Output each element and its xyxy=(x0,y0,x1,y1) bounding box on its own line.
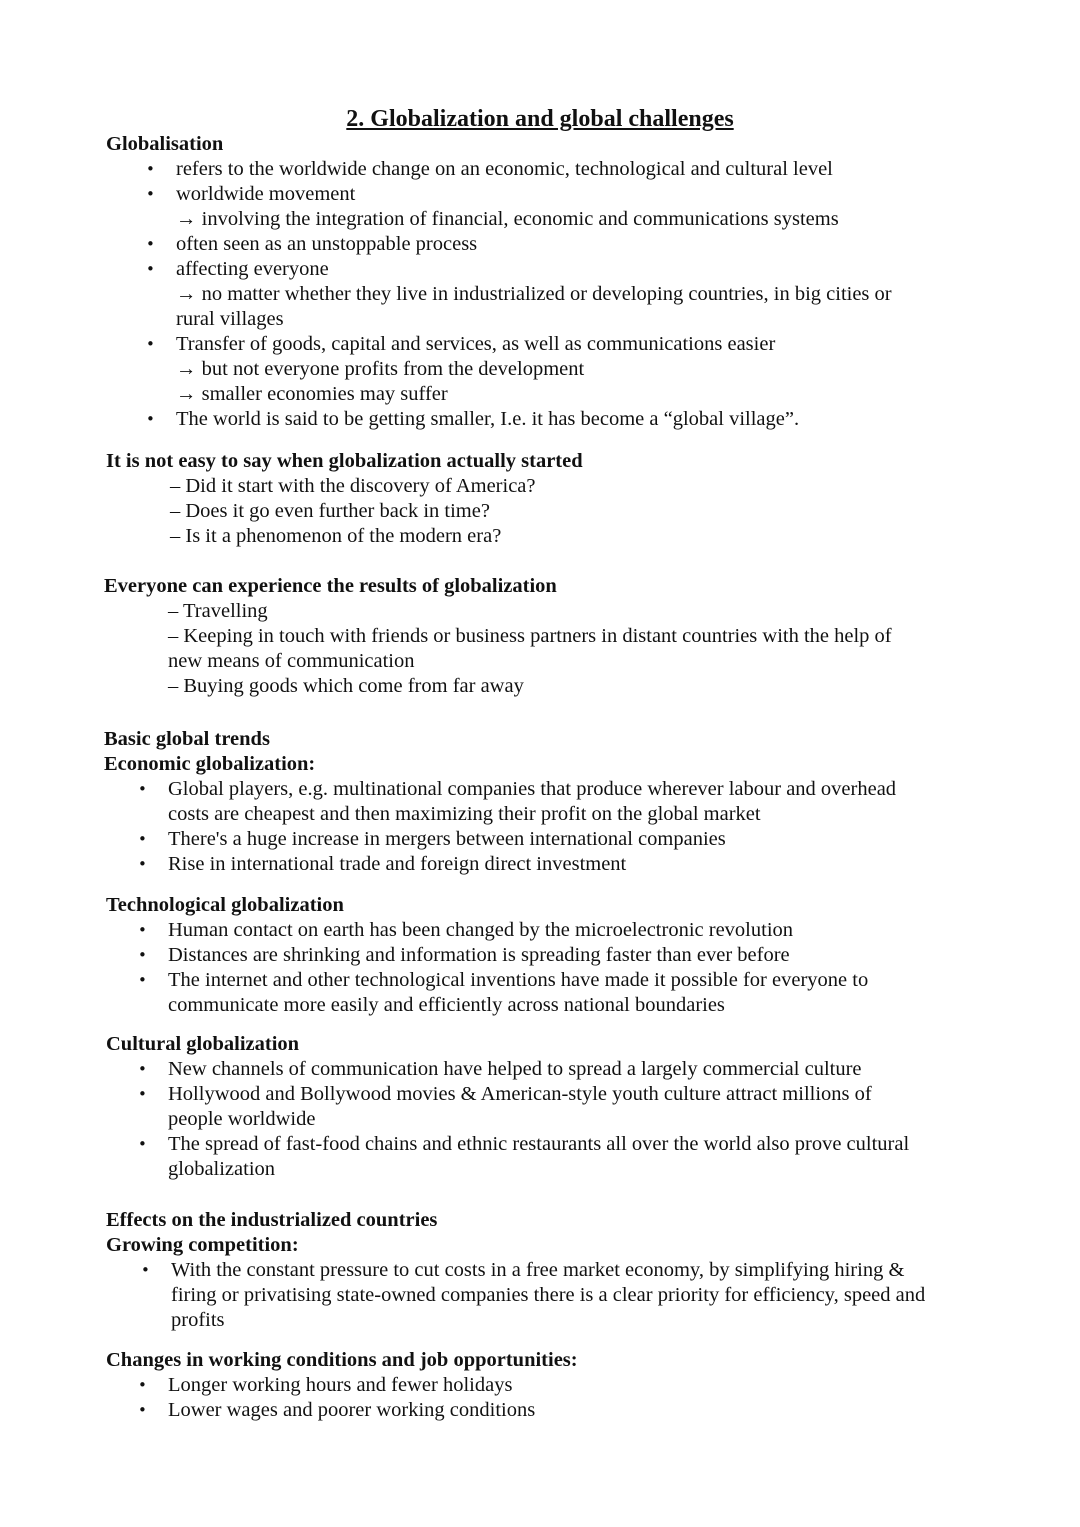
page-title: 2. Globalization and global challenges xyxy=(346,106,734,132)
list-item: – Does it go even further back in time? xyxy=(170,500,490,522)
bullet-item: • Distances are shrinking and information is spreading faster than ever before xyxy=(168,943,1080,968)
bullet-item: • With the constant pressure to cut costs in a free market economy, by simplifying hiring & xyxy=(171,1258,1080,1283)
list-item: – Travelling xyxy=(168,600,268,622)
list-item: – Buying goods which come from far away xyxy=(168,675,524,697)
subsection-heading: Growing competition: xyxy=(106,1234,299,1256)
list-item: – Keeping in touch with friends or business partners in distant countries with the help of xyxy=(168,625,892,647)
bullet-item: • Lower wages and poorer working conditions xyxy=(168,1398,1080,1423)
bullet-item: • New channels of communication have helped to spread a largely commercial culture xyxy=(168,1057,1080,1082)
sub-item: → smaller economies may suffer xyxy=(176,383,448,405)
bullet-item: • Rise in international trade and foreign direct investment xyxy=(168,852,1080,877)
section-heading: It is not easy to say when globalization actually started xyxy=(106,450,583,472)
bullet-item: • refers to the worldwide change on an economic, technological and cultural level xyxy=(176,157,1080,182)
bullet-item: • often seen as an unstoppable process xyxy=(176,232,1080,257)
bullet-item: • Global players, e.g. multinational companies that produce wherever labour and overhead xyxy=(168,777,1080,802)
bullet-item: • Longer working hours and fewer holidays xyxy=(168,1373,1080,1398)
list-item-continued: new means of communication xyxy=(168,650,415,672)
section-experience xyxy=(0,574,1080,699)
bullet-item-continued: communicate more easily and efficiently across national boundaries xyxy=(168,994,725,1016)
section-effects xyxy=(0,1208,1080,1333)
section-globalisation xyxy=(0,132,1080,432)
section-cultural xyxy=(0,1032,1080,1182)
bullet-item: • The internet and other technological inventions have made it possible for everyone to xyxy=(168,968,1080,993)
section-working-conditions xyxy=(0,1348,1080,1423)
bullet-item: • Hollywood and Bollywood movies & American-style youth culture attract millions of xyxy=(168,1082,1080,1107)
section-heading: Technological globalization xyxy=(106,894,344,916)
section-technological xyxy=(0,893,1080,1018)
section-heading: Basic global trends xyxy=(104,728,270,750)
sub-item: → but not everyone profits from the development xyxy=(176,358,585,380)
bullet-item: • Transfer of goods, capital and services, as well as communications easier xyxy=(176,332,1080,357)
bullet-item: • The world is said to be getting smaller, I.e. it has become a “global village”. xyxy=(176,407,1080,432)
bullet-item-continued: costs are cheapest and then maximizing their profit on the global market xyxy=(168,803,761,825)
section-heading: Globalisation xyxy=(106,133,224,155)
subsection-heading: Economic globalization: xyxy=(104,753,316,775)
bullet-item: • Human contact on earth has been changed by the microelectronic revolution xyxy=(168,918,1080,943)
bullet-item-continued: people worldwide xyxy=(168,1108,316,1130)
sub-item: rural villages xyxy=(176,308,284,330)
bullet-item-continued: globalization xyxy=(168,1158,276,1180)
sub-item: → involving the integration of financial, economic and communications systems xyxy=(176,208,839,230)
bullet-item-continued: firing or privatising state-owned companies there is a clear priority for efficiency, speed and xyxy=(171,1284,926,1306)
bullet-item: • affecting everyone xyxy=(176,257,1080,282)
section-heading: Everyone can experience the results of globalization xyxy=(104,575,557,597)
bullet-item: • There's a huge increase in mergers between international companies xyxy=(168,827,1080,852)
section-heading: Cultural globalization xyxy=(106,1033,300,1055)
list-item: – Did it start with the discovery of America? xyxy=(170,475,536,497)
bullet-item-continued: profits xyxy=(171,1309,225,1331)
section-heading: Effects on the industrialized countries xyxy=(106,1209,438,1231)
sub-item: → no matter whether they live in industrialized or developing countries, in big cities or xyxy=(176,283,892,305)
bullet-item: • The spread of fast-food chains and ethnic restaurants all over the world also prove cultural xyxy=(168,1132,1080,1157)
bullet-item: • worldwide movement xyxy=(176,182,1080,207)
section-heading: Changes in working conditions and job opportunities: xyxy=(106,1349,578,1371)
section-start xyxy=(0,449,1080,549)
section-trends xyxy=(0,727,1080,877)
list-item: – Is it a phenomenon of the modern era? xyxy=(170,525,502,547)
